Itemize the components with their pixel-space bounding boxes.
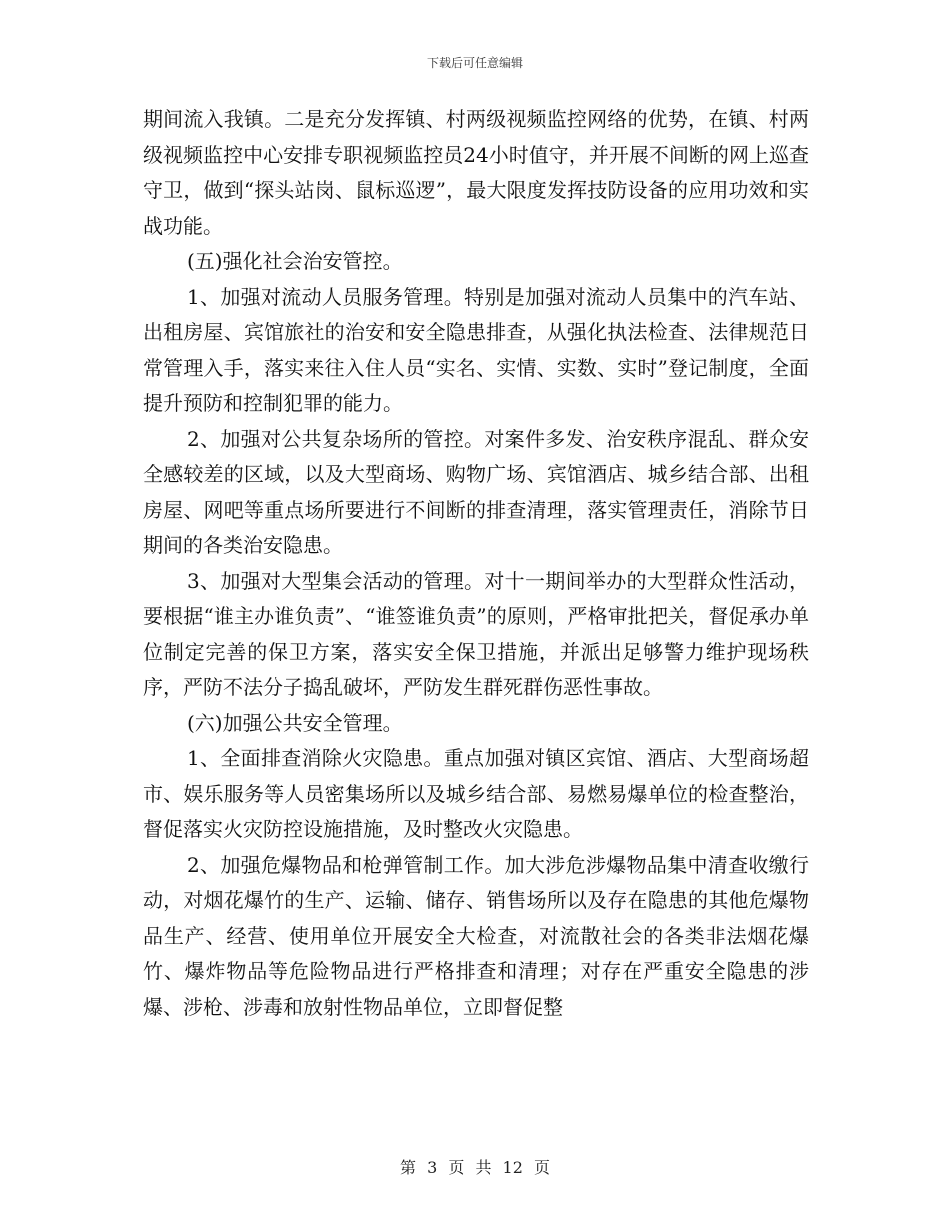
paragraph-4: 2、加强对公共复杂场所的管控。对案件多发、治安秩序混乱、群众安全感较差的区域，以及大型商场、购物广场、宾馆酒店、城乡结合部、出租房屋、网吧等重点场所要进行不间断的排查清理，落实管理责任，消除节日期间的各类治安隐患。 bbox=[143, 426, 809, 557]
section-heading-5: (五)强化社会治安管控。 bbox=[187, 249, 403, 273]
paragraph-8: 2、加强危爆物品和枪弹管制工作。加大涉危涉爆物品集中清查收缴行动，对烟花爆竹的生产、运输、储存、销售场所以及存在隐患的其他危爆物品生产、经营、使用单位开展安全大检查，对流散社会的各类非法烟花爆竹、爆炸物品等危险物品进行严格排查和清理；对存在严重安全隐患的涉爆、涉枪、涉毒和放射性物品单位，立即督促整 bbox=[143, 852, 809, 1019]
paragraph-5: 3、加强对大型集会活动的管理。对十一期间举办的大型群众性活动，要根据“谁主办谁负责”、“谁签谁负责”的原则，严格审批把关，督促承办单位制定完善的保卫方案，落实安全保卫措施，并派出足够警力维护现场秩序，严防不法分子捣乱破坏，严防发生群死群伤恶性事故。 bbox=[143, 568, 809, 699]
document-body bbox=[143, 102, 809, 1025]
paragraph-1: 期间流入我镇。二是充分发挥镇、村两级视频监控网络的优势，在镇、村两级视频监控中心安排专职视频监控员24小时值守，并开展不间断的网上巡查守卫，做到“探头站岗、鼠标巡逻”，最大限度发挥技防设备的应用功效和实战功能。 bbox=[143, 107, 809, 238]
paragraph-3: 1、加强对流动人员服务管理。特别是加强对流动人员集中的汽车站、出租房屋、宾馆旅社的治安和安全隐患排查，从强化执法检查、法律规范日常管理入手，落实来往入住人员“实名、实情、实数、实时”登记制度，全面提升预防和控制犯罪的能力。 bbox=[143, 284, 809, 415]
paragraph-7: 1、全面排查消除火灾隐患。重点加强对镇区宾馆、酒店、大型商场超市、娱乐服务等人员密集场所以及城乡结合部、易燃易爆单位的检查整治，督促落实火灾防控设施措施，及时整改火灾隐患。 bbox=[143, 746, 809, 841]
page-header: 下载后可任意编辑 bbox=[426, 56, 523, 70]
page-footer: 第 3 页 共 12 页 bbox=[400, 1158, 550, 1177]
section-heading-6: (六)加强公共安全管理。 bbox=[187, 710, 403, 735]
